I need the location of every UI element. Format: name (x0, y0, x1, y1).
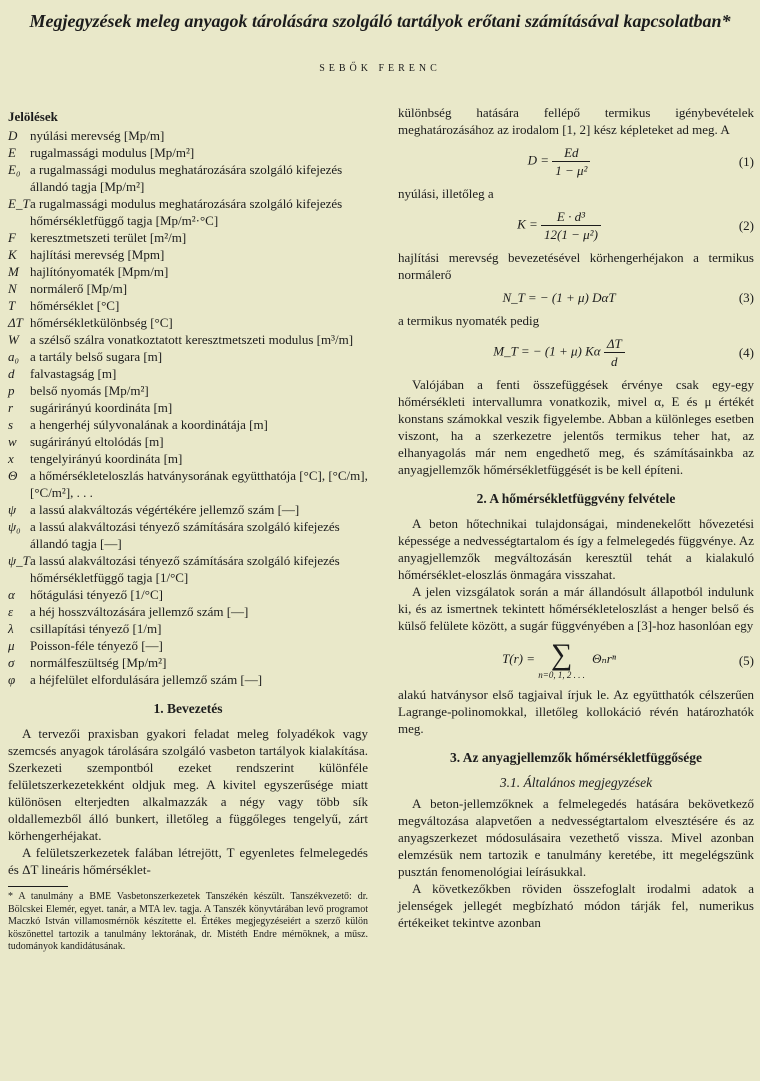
notation-description: Poisson-féle tényező [—] (30, 638, 163, 653)
notation-symbol: F (8, 230, 16, 245)
notation-symbol: Θ (8, 468, 18, 483)
notation-symbol: ΔT (8, 315, 23, 330)
notation-symbol: p (8, 383, 15, 398)
notation-symbol: d (8, 366, 15, 381)
eq4-numerator: ΔT (604, 335, 625, 353)
footnote-rule (8, 886, 68, 887)
notation-item (8, 161, 368, 195)
notation-item (8, 620, 368, 637)
notation-description: a rugalmassági modulus meghatározására szolgáló kifejezés hőmérsékletfüggő tagja [Mp/m²·°C] (30, 196, 343, 228)
notation-item (8, 671, 368, 688)
notation-description: tengelyirányú koordináta [m] (30, 451, 183, 466)
sum-symbol: ∑ (550, 638, 573, 671)
notation-heading: Jelölések (8, 109, 58, 124)
notation-description: hőmérséklet [°C] (30, 298, 120, 313)
eq5-number: (5) (738, 652, 754, 668)
paragraph-validity: Valójában a fenti összefüggések érvénye csak egy-egy hőmérsékleti intervallumra vonatkozik, mivel α, E és μ értékét konstans számokkal veszik figyelembe. Abban a különleges esetben viszont, ha a szerkezetre jelentős termikus teher hat, az elhanyagolás már nem engedhető meg, és számításainkba az anyagjellemzők hőmérsékletfüggését is be kell építeni. (398, 377, 754, 477)
notation-description: normálfeszültség [Mp/m²] (30, 655, 167, 670)
eq5-sum (538, 640, 585, 680)
notation-symbol: D (8, 128, 18, 143)
left-column (8, 108, 368, 954)
notation-description: nyúlási merevség [Mp/m] (30, 128, 165, 143)
notation-list (8, 127, 368, 688)
eq1-number: (1) (738, 154, 754, 169)
notation-symbol: ψ_T (8, 553, 30, 568)
eq4-number: (4) (738, 345, 754, 360)
notation-description: a hengerhéj súlyvonalának a koordinátája [m] (30, 417, 268, 432)
notation-item (8, 586, 368, 603)
eq3-expression: N_T = − (1 + μ) DαT (502, 290, 616, 305)
notation-item (8, 263, 368, 280)
section-2-paragraph-3: alakú hatványsor első tagjaival írjuk le. Az együtthatók célszerűen Lagrange-polinomokkal, illetőleg kollokáció révén határozhatók meg. (398, 687, 754, 736)
notation-symbol: N (8, 281, 17, 296)
eq4-denominator: d (611, 354, 618, 369)
section-2-paragraph-1: A beton hőtechnikai tulajdonságai, mindenekelőtt hővezetési képessége a nedvességtartalom és így a felmelegedés függvénye. Az anyagjellemzők megváltozásán keresztül tehát a kialakuló hőmérséklet-eloszlás önmagára visszahat. (398, 516, 754, 582)
notation-item (8, 195, 368, 229)
notation-symbol: φ (8, 672, 16, 687)
notation-symbol: α (8, 587, 15, 602)
article-title: Megjegyzések meleg anyagok tárolására szolgáló tartályok erőtani számításával kapcsolatban* (29, 11, 731, 31)
eq1-lhs: D = (527, 152, 549, 168)
eq1-numerator: Ed (552, 144, 590, 162)
equation-2 (398, 208, 754, 243)
eq2-lhs: K = (517, 216, 538, 232)
notation-symbol: s (8, 417, 14, 432)
notation-item (8, 297, 368, 314)
eq4-lhs: M_T = − (1 + μ) Kα (493, 343, 601, 359)
eq2-number: (2) (738, 218, 754, 233)
section-3-paragraph-1: A beton-jellemzőknek a felmelegedés hatására bekövetkező megváltozása alapvetően a nedvességtartalom elvesztésére és az anyagszerkezet módosulásaira vezethető vissza. Mivel azonban elemzésük nem tartozik e tanulmány keretébe, itt megelégszünk pusztán fenomenológiai leírásukkal. (398, 796, 754, 879)
paragraph-mid-3: a termikus nyomaték pedig (398, 313, 540, 328)
notation-description: belső nyomás [Mp/m²] (30, 383, 149, 398)
notation-symbol: ψ (8, 502, 17, 517)
notation-item (8, 467, 368, 501)
notation-description: csillapítási tényező [1/m] (30, 621, 162, 636)
eq1-fraction (552, 144, 590, 179)
section-3-heading: 3. Az anyagjellemzők hőmérsékletfüggősége (450, 750, 702, 765)
notation-symbol: E (8, 145, 16, 160)
notation-item (8, 382, 368, 399)
notation-description: a héjfelület elfordulására jellemző szám [—] (30, 672, 263, 687)
notation-item (8, 654, 368, 671)
notation-description: a lassú alakváltozási tényező számítására szolgáló kifejezés hőmérsékletfüggő tagja [1/°C] (30, 553, 340, 585)
notation-description: a lassú alakváltozás végértékére jellemző szám [—] (30, 502, 300, 517)
notation-item (8, 331, 368, 348)
notation-description: hajlítási merevség [Mpm] (30, 247, 165, 262)
notation-item (8, 365, 368, 382)
notation-symbol: x (8, 451, 14, 466)
notation-item (8, 144, 368, 161)
notation-description: hőmérsékletkülönbség [°C] (30, 315, 173, 330)
notation-item (8, 280, 368, 297)
notation-item (8, 246, 368, 263)
section-3-1-heading: 3.1. Általános megjegyzések (499, 775, 653, 790)
notation-description: hajlítónyomaték [Mpm/m] (30, 264, 169, 279)
notation-item (8, 637, 368, 654)
eq5-term: Θₙrⁿ (592, 650, 616, 666)
section-2-heading: 2. A hőmérsékletfüggvény felvétele (476, 491, 676, 506)
notation-description: a rugalmassági modulus meghatározására szolgáló kifejezés állandó tagja [Mp/m²] (30, 162, 343, 194)
notation-symbol: λ (8, 621, 14, 636)
notation-symbol: ψ₀ (8, 519, 21, 534)
notation-item (8, 433, 368, 450)
notation-item (8, 127, 368, 144)
paragraph-mid-1: nyúlási, illetőleg a (398, 186, 494, 201)
notation-description: rugalmassági modulus [Mp/m²] (30, 145, 195, 160)
notation-item (8, 501, 368, 518)
notation-symbol: r (8, 400, 14, 415)
right-column (398, 104, 754, 931)
eq1-denominator: 1 − μ² (555, 163, 588, 178)
intro-paragraph-2: A felületszerkezetek falában létrejött, T egyenletes felmelegedés és ΔT lineáris hőmérséklet- (8, 845, 368, 877)
notation-symbol: w (8, 434, 17, 449)
notation-symbol: E₀ (8, 162, 21, 177)
section-1-heading: 1. Bevezetés (153, 701, 223, 716)
eq5-lhs: T(r) = (502, 650, 536, 666)
intro-paragraph-1: A tervezői praxisban gyakori feladat meleg folyadékok vagy szemcsés anyagok tárolására szolgáló vasbeton tartályok kialakítása. Szerkezeti szempontból ezeket rendszerint különféle felületszerkezetekként oldjuk meg. A kivitel egyszerűsége miatt különösen elterjedten alkalmazzák a négy vagy több sík oldallemezből álló bunkert, illetőleg a függőleges tengelyű, zárt körhengerhéjakat. (8, 726, 368, 843)
section-2-paragraph-2: A jelen vizsgálatok során a már állandósult állapotból indulunk ki, és az ismertnek tekintett hőmérsékleteloszlást a henger belső és külső felülete között, a sugár függvényében a [3]-hoz hasonlóan egy (398, 584, 754, 633)
equation-1 (398, 144, 754, 179)
notation-description: a szélső szálra vonatkoztatott keresztmetszeti modulus [m³/m] (30, 332, 354, 347)
sum-limits: n=0, 1, 2 . . . (538, 670, 585, 680)
section-3-paragraph-2: A következőkben röviden összefoglalt irodalmi adatok a jelenségek jellegét megbízható módon tárják fel, numerikus értékeiket tekintve azonban (398, 881, 754, 930)
eq2-denominator: 12(1 − μ²) (544, 227, 598, 242)
notation-description: a hőmérsékleteloszlás hatványsorának együtthatója [°C], [°C/m], [°C/m²], . . . (30, 468, 368, 500)
equation-3 (398, 289, 754, 306)
notation-description: sugárirányú koordináta [m] (30, 400, 173, 415)
paragraph-mid-2: hajlítási merevség bevezetésével körhengerhéjakon a termikus normálerő (398, 250, 754, 282)
notation-description: a tartály belső sugara [m] (30, 349, 163, 364)
notation-description: a héj hosszváltozására jellemző szám [—] (30, 604, 249, 619)
notation-symbol: W (8, 332, 19, 347)
notation-item (8, 450, 368, 467)
notation-item (8, 603, 368, 620)
notation-item (8, 399, 368, 416)
notation-description: normálerő [Mp/m] (30, 281, 128, 296)
notation-symbol: M (8, 264, 19, 279)
notation-description: keresztmetszeti terület [m²/m] (30, 230, 187, 245)
eq4-fraction (604, 335, 625, 370)
notation-item (8, 229, 368, 246)
notation-description: falvastagság [m] (30, 366, 117, 381)
notation-item (8, 552, 368, 586)
notation-item (8, 416, 368, 433)
footnote: * A tanulmány a BME Vasbetonszerkezetek Tanszékén készült. Tanszékvezető: dr. Bölcskei Elemér, egyet. tanár, a MTA lev. tagja. A Tanszék könyvtárában levő programot Maczkó István villamosmérnök készítette el. Értékes megjegyzéseiért a szerző külön köszönettel tartozik a tanulmány lektorának, dr. Mistéth Endre mérnöknek, a műsz. tudományok kandidátusának. (8, 891, 368, 952)
notation-symbol: a₀ (8, 349, 20, 364)
notation-description: hőtágulási tényező [1/°C] (30, 587, 163, 602)
eq3-number: (3) (738, 290, 754, 305)
equation-5 (398, 640, 754, 680)
notation-item (8, 348, 368, 365)
notation-description: a lassú alakváltozási tényező számítására szolgáló kifejezés állandó tagja [—] (30, 519, 340, 551)
notation-symbol: μ (8, 638, 15, 653)
notation-symbol: σ (8, 655, 15, 670)
notation-symbol: ε (8, 604, 14, 619)
notation-symbol: K (8, 247, 17, 262)
paragraph-continuation: különbség hatására fellépő termikus igénybevételek meghatározásához az irodalom [1, 2] kész képleteket ad meg. A (398, 105, 754, 137)
notation-symbol: E_T (8, 196, 30, 211)
notation-description: sugárirányú eltolódás [m] (30, 434, 164, 449)
notation-symbol: T (8, 298, 16, 313)
eq2-numerator: E · d³ (541, 208, 601, 226)
eq2-fraction (541, 208, 601, 243)
notation-item (8, 314, 368, 331)
equation-4 (398, 335, 754, 370)
author-name: SEBŐK FERENC (319, 63, 441, 74)
notation-item (8, 518, 368, 552)
